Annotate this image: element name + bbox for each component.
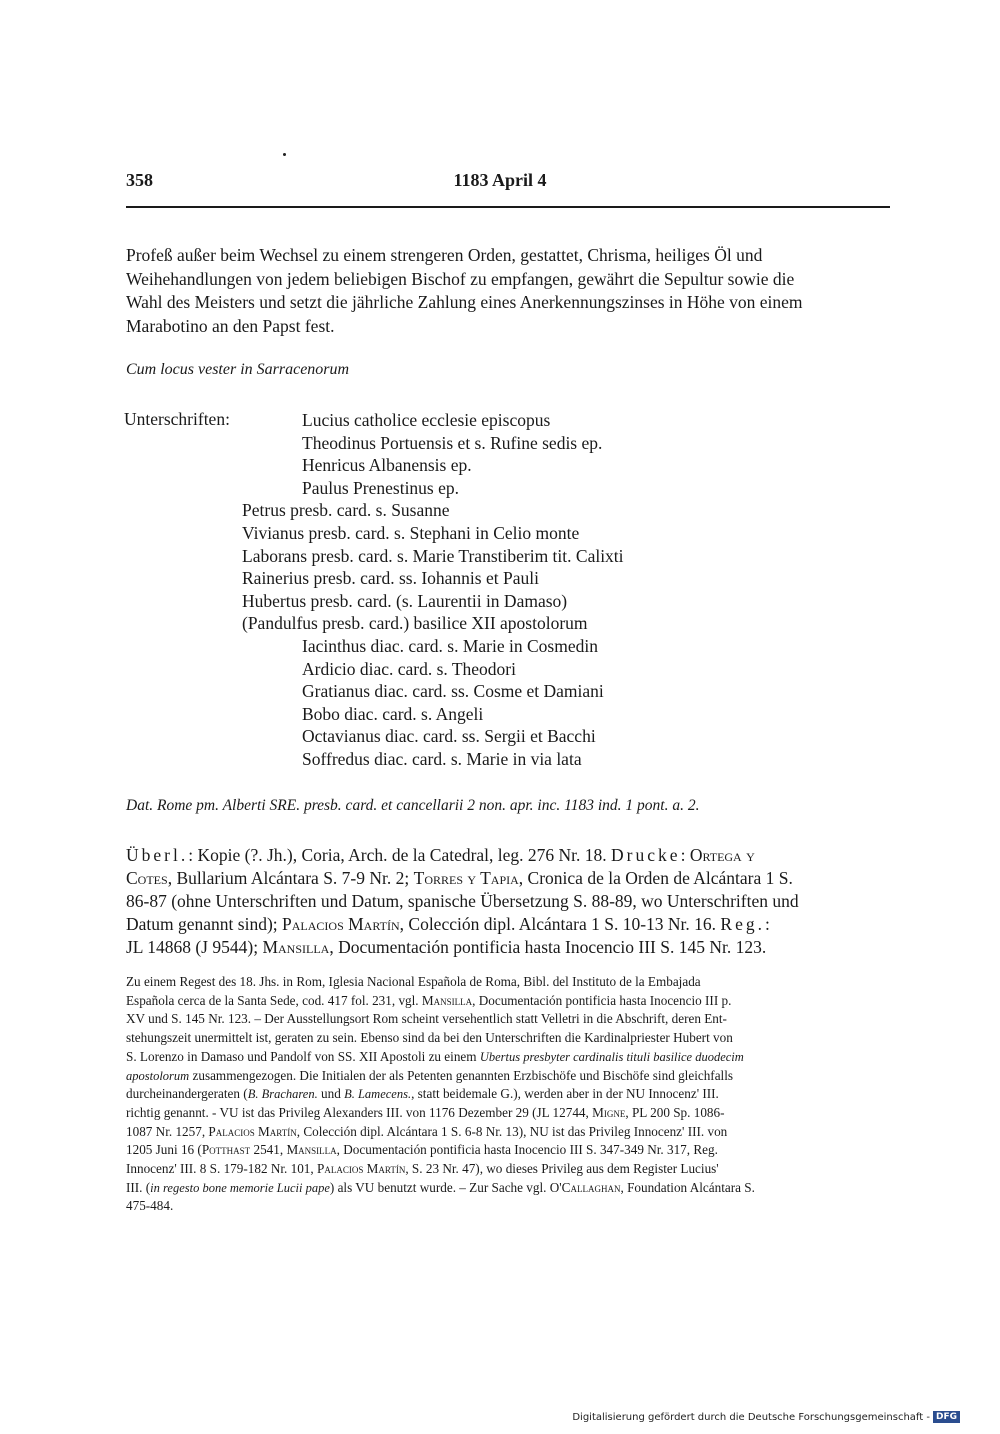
signature-bishop: Henricus Albanensis ep. [302,455,472,476]
author-name: Migne [592,1104,626,1120]
header-rule [126,206,890,208]
note-line: S. Lorenzo in Damaso und Pandolf von SS. XII Apostoli zu einem Ubertus presbyter cardinalis tituli basilice duodecim [126,1048,744,1064]
signature-bishop: Paulus Prenestinus ep. [302,477,460,498]
signature-priest: Hubertus presb. card. (s. Laurentii in Damaso) [242,590,568,611]
quotation: B. Lamecens. [344,1087,412,1102]
regest-line: Marabotino an den Papst fest. [126,315,335,336]
transmission-line: Datum genannt sind); Palacios Martín, Colección dipl. Alcántara 1 S. 10-13 Nr. 16. Reg.: [126,914,770,934]
author-name: Potthast [201,1142,251,1158]
transmission-paragraph [126,844,890,959]
author-name: Mansilla [262,937,330,957]
author-name: Mansilla [421,992,473,1008]
signature-deacon: Iacinthus diac. card. s. Marie in Cosmedin [302,635,598,656]
transmission-line: 86-87 (ohne Unterschriften und Datum, spanische Übersetzung S. 88-89, wo Unterschriften und [126,891,799,911]
note-line: XV und S. 145 Nr. 123. – Der Ausstellungsort Rom scheint versehentlich statt Velletri in die Abschrift, deren Ent- [126,1011,727,1027]
signatures-list [0,409,624,771]
signature-deacon: Soffredus diac. card. s. Marie in via lata [302,748,582,769]
author-name: Palacios Martín [208,1123,297,1139]
note-line: apostolorum zusammengezogen. Die Initialen der als Petenten genannten Erzbischöfe und Bischöfe sind gleichfalls [126,1067,734,1083]
lead-word: Überl. [126,845,189,865]
author-name: Torres y Tapia [413,868,519,888]
signatures-label: Unterschriften: [124,409,230,429]
regest-paragraph [126,244,890,338]
author-name: Cotes [126,868,168,888]
incipit: Cum locus vester in Sarracenorum [126,361,350,378]
running-head-date: 1183 April 4 [453,170,547,190]
transmission-line: JL 14868 (J 9544); Mansilla, Documentación pontificia hasta Inocencio III S. 145 Nr. 123. [126,937,767,957]
signature-priest: Rainerius presb. card. ss. Iohannis et Pauli [242,568,539,589]
author-name: Mansilla [286,1142,337,1158]
note-line: stehungszeit unermittelt ist, geraten zu sein. Ebenso sind da bei den Unterschriften die Kardinalpriester Hubert von [126,1030,733,1046]
author-name: O'Callaghan [549,1179,621,1195]
note-line: 1205 Juni 16 (Potthast 2541, Mansilla, Documentación pontificia hasta Inocencio III S. 347-349 Nr. 317, Reg. [126,1142,718,1158]
quotation: in regesto bone memorie Lucii pape [150,1180,330,1195]
author-name: Ortega y [689,845,755,865]
note-line: 1087 Nr. 1257, Palacios Martín, Colección dipl. Alcántara 1 S. 6-8 Nr. 13), NU ist das Privileg Innocenz' III. von [126,1123,728,1139]
signature-deacon: Ardicio diac. card. s. Theodori [302,658,516,679]
note-line: richtig genannt. - VU ist das Privileg Alexanders III. von 1176 Dezember 29 (JL 12744, Migne, PL 200 Sp. 1086- [126,1104,725,1120]
quotation: apostolorum [126,1068,190,1083]
signature-deacon: Octavianus diac. card. ss. Sergii et Bacchi [302,726,596,747]
commentary-notes [126,973,890,1216]
transmission-line: Überl.: Kopie (?. Jh.), Coria, Arch. de la Catedral, leg. 276 Nr. 18. Drucke: Ortega y [126,845,755,865]
regest-line: Profeß außer beim Wechsel zu einem strengeren Orden, gestattet, Chrisma, heiliges Öl und [126,245,763,265]
dfg-logo: DFG [933,1411,960,1423]
lead-word: Reg. [720,914,765,934]
page-number: 358 [126,170,153,190]
quotation: B. Bracharen. [247,1087,318,1102]
note-line: Zu einem Regest des 18. Jhs. in Rom, Iglesia Nacional Española de Roma, Bibl. del Instituto de la Embajada [126,974,701,989]
signature-priest: Petrus presb. card. s. Susanne [242,500,450,521]
regest-line: Wahl des Meisters und setzt die jährliche Zahlung eines Anerkennungszinses in Höhe von einem [126,292,803,312]
lead-word: Drucke [611,845,681,865]
signature-deacon: Gratianus diac. card. ss. Cosme et Damiani [302,681,604,702]
note-line: Innocenz' III. 8 S. 179-182 Nr. 101, Palacios Martín, S. 23 Nr. 47), wo dieses Privileg aus dem Register Lucius' [126,1161,719,1177]
author-name: Palacios Martín [282,914,400,934]
dating-clause: Dat. Rome pm. Alberti SRE. presb. card. et cancellarii 2 non. apr. inc. 1183 ind. 1 pont. a. 2. [126,797,700,814]
signature-priest: Vivianus presb. card. s. Stephani in Celio monte [242,522,580,543]
funding-footer [572,1411,960,1423]
regest-line: Weihehandlungen von jedem beliebigen Bischof zu empfangen, gewährt die Sepultur sowie die [126,268,795,289]
funding-text: Digitalisierung gefördert durch die Deutsche Forschungsgemeinschaft - [572,1412,930,1423]
note-line: III. (in regesto bone memorie Lucii pape) als VU benutzt wurde. – Zur Sache vgl. O'Callaghan, Foundation Alcántara S. [126,1179,755,1195]
author-name: Palacios Martín [317,1161,406,1177]
signature-deacon: Bobo diac. card. s. Angeli [302,703,484,724]
note-line: durcheinandergeraten (B. Bracharen. und B. Lamecens., statt beidemale G.), werden aber in der NU Innocenz' III. [126,1086,719,1102]
signature-priest: Laborans presb. card. s. Marie Transtiberim tit. Calixti [242,545,624,566]
transmission-line: Cotes, Bullarium Alcántara S. 7-9 Nr. 2; Torres y Tapia, Cronica de la Orden de Alcántara 1 S. [126,868,793,888]
signature-bishop: Lucius catholice ecclesie episcopus [302,410,551,430]
note-line: 475-484. [126,1198,174,1214]
note-line: Española cerca de la Santa Sede, cod. 417 fol. 231, vgl. Mansilla, Documentación pontificia hasta Inocencio III p. [126,992,732,1008]
signature-bishop: Theodinus Portuensis et s. Rufine sedis ep. [302,432,603,453]
quotation: Ubertus presbyter cardinalis tituli basilice duodecim [479,1049,744,1064]
print-speck [283,153,286,156]
signature-priest: (Pandulfus presb. card.) basilice XII apostolorum [242,613,588,634]
